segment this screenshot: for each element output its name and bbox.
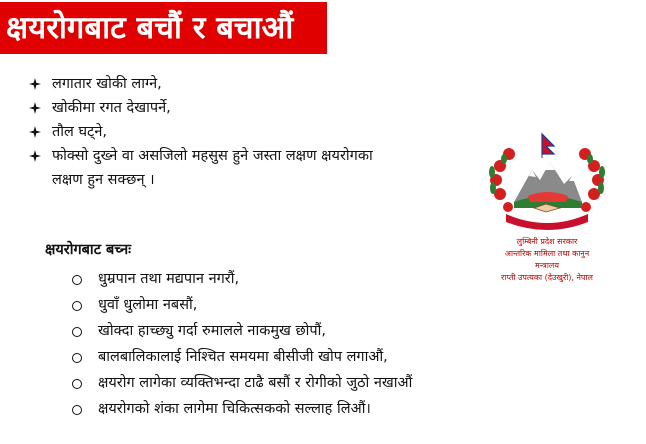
symptom-continuation: लक्षण हुन सक्छन् । bbox=[52, 172, 155, 188]
prevention-text: क्षयरोग लागेका व्यक्तिभन्दा टाढै बसौं र रोगीको जुठो नखाऔं bbox=[98, 375, 413, 391]
prevention-text: धुम्रपान तथा मद्यपान नगरौं, bbox=[98, 271, 240, 287]
prevention-item bbox=[72, 292, 512, 318]
circle-bullet-icon bbox=[72, 275, 82, 285]
diamond-bullet-icon bbox=[26, 120, 44, 144]
emblem-line: लुम्बिनी प्रदेश सरकार bbox=[516, 237, 578, 246]
prevention-text: क्षयरोगको शंका लागेमा चिकित्सकको सल्लाह लिऔं। bbox=[98, 401, 371, 417]
emblem-caption bbox=[480, 236, 614, 284]
symptom-item bbox=[26, 72, 456, 96]
symptom-text: तौल घट्ने, bbox=[52, 124, 107, 140]
prevention-item bbox=[72, 370, 512, 396]
prevention-list bbox=[72, 266, 512, 422]
prevention-text: खोक्दा हाच्छ्यु गर्दा रुमालले नाकमुख छोपौं, bbox=[98, 323, 327, 339]
emblem-line: मन्त्रालय bbox=[535, 261, 559, 270]
emblem-line: आन्तरिक मामिला तथा कानुन bbox=[504, 249, 590, 258]
diamond-bullet-icon bbox=[26, 96, 44, 120]
government-emblem-icon bbox=[484, 132, 610, 232]
circle-bullet-icon bbox=[72, 327, 82, 337]
symptom-item bbox=[26, 96, 456, 120]
prevention-item bbox=[72, 266, 512, 292]
diamond-bullet-icon bbox=[26, 72, 44, 96]
prevention-text: धुवाँ धुलोमा नबसौं, bbox=[98, 297, 198, 313]
symptom-list bbox=[26, 72, 456, 192]
circle-bullet-icon bbox=[72, 353, 82, 363]
circle-bullet-icon bbox=[72, 405, 82, 415]
symptom-item bbox=[26, 144, 456, 168]
symptom-text: खोकीमा रगत देखापर्ने, bbox=[52, 100, 171, 116]
symptom-item bbox=[26, 120, 456, 144]
symptom-text: लगातार खोकी लाग्ने, bbox=[52, 76, 162, 92]
banner-title: क्षयरोगबाट बचौं र बचाऔं bbox=[0, 2, 327, 54]
prevention-item bbox=[72, 318, 512, 344]
emblem-line: राप्ती उपत्यका (देउखुरी), नेपाल bbox=[501, 273, 593, 282]
prevention-item bbox=[72, 396, 512, 422]
symptom-text: फोक्सो दुख्ने वा असजिलो महसुस हुने जस्ता लक्षण क्षयरोगका bbox=[52, 148, 373, 164]
diamond-bullet-icon bbox=[26, 144, 44, 168]
prevention-heading: क्षयरोगबाट बच्नः bbox=[45, 242, 132, 258]
circle-bullet-icon bbox=[72, 379, 82, 389]
prevention-text: बालबालिकालाई निश्चित समयमा बीसीजी खोप लगाऔं, bbox=[98, 349, 388, 365]
prevention-item bbox=[72, 344, 512, 370]
circle-bullet-icon bbox=[72, 301, 82, 311]
